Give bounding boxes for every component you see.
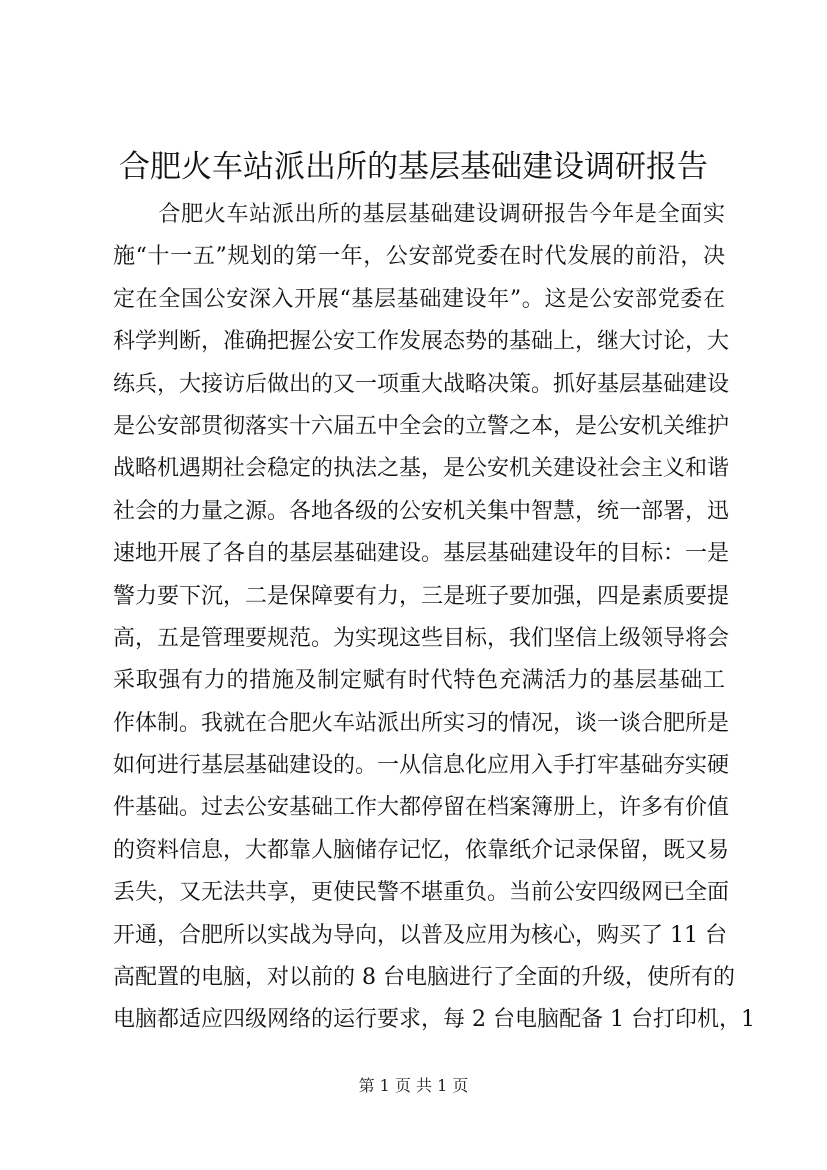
body-line: 高配置的电脑，对以前的 8 台电脑进行了全面的升级，使所有的 [113,965,735,991]
document-title: 合肥火车站派出所的基层基础建设调研报告 [119,149,708,185]
body-line: 施“十一五”规划的第一年，公安部党委在时代发展的前沿，决 [113,244,725,270]
body-line: 是公安部贯彻落实十六届五中全会的立警之本，是公安机关维护 [113,413,730,439]
document-body [113,194,755,1042]
body-line: 科学判断，准确把握公安工作发展态势的基础上，继大讨论，大 [113,329,730,355]
body-line: 采取强有力的措施及制定赋有时代特色充满活力的基层基础工 [113,668,725,694]
body-line: 合肥火车站派出所的基层基础建设调研报告今年是全面实 [113,202,725,227]
body-line: 作体制。我就在合肥火车站派出所实习的情况，谈一谈合肥所是 [113,710,730,736]
body-line: 电脑都适应四级网络的运行要求，每 2 台电脑配备 1 台打印机，1 [113,1007,755,1033]
body-line: 速地开展了各自的基层基础建设。基层基础建设年的目标：一是 [113,541,730,567]
body-line: 件基础。过去公安基础工作大都停留在档案簿册上，许多有价值 [113,795,730,821]
body-line: 如何进行基层基础建设的。一从信息化应用入手打牢基础夯实硬 [113,753,730,779]
body-line: 练兵，大接访后做出的又一项重大战略决策。抓好基层基础建设 [113,371,730,397]
body-line: 战略机遇期社会稳定的执法之基，是公安机关建设社会主义和谐 [113,456,730,482]
body-line: 警力要下沉，二是保障要有力，三是班子要加强，四是素质要提 [113,583,730,609]
body-line: 定在全国公安深入开展“基层基础建设年”。这是公安部党委在 [113,286,725,312]
body-line: 社会的力量之源。各地各级的公安机关集中智慧，统一部署，迅 [113,498,730,524]
body-line: 丢失，又无法共享，更使民警不堪重负。当前公安四级网已全面 [113,880,730,906]
body-line: 高，五是管理要规范。为实现这些目标，我们坚信上级领导将会 [113,625,730,651]
body-line: 开通，合肥所以实战为导向，以普及应用为核心，购买了 11 台 [113,922,727,948]
body-line: 的资料信息，大都靠人脑储存记忆，依靠纸介记录保留，既又易 [113,837,730,863]
page-footer: 第 1 页 共 1 页 [358,1076,469,1095]
